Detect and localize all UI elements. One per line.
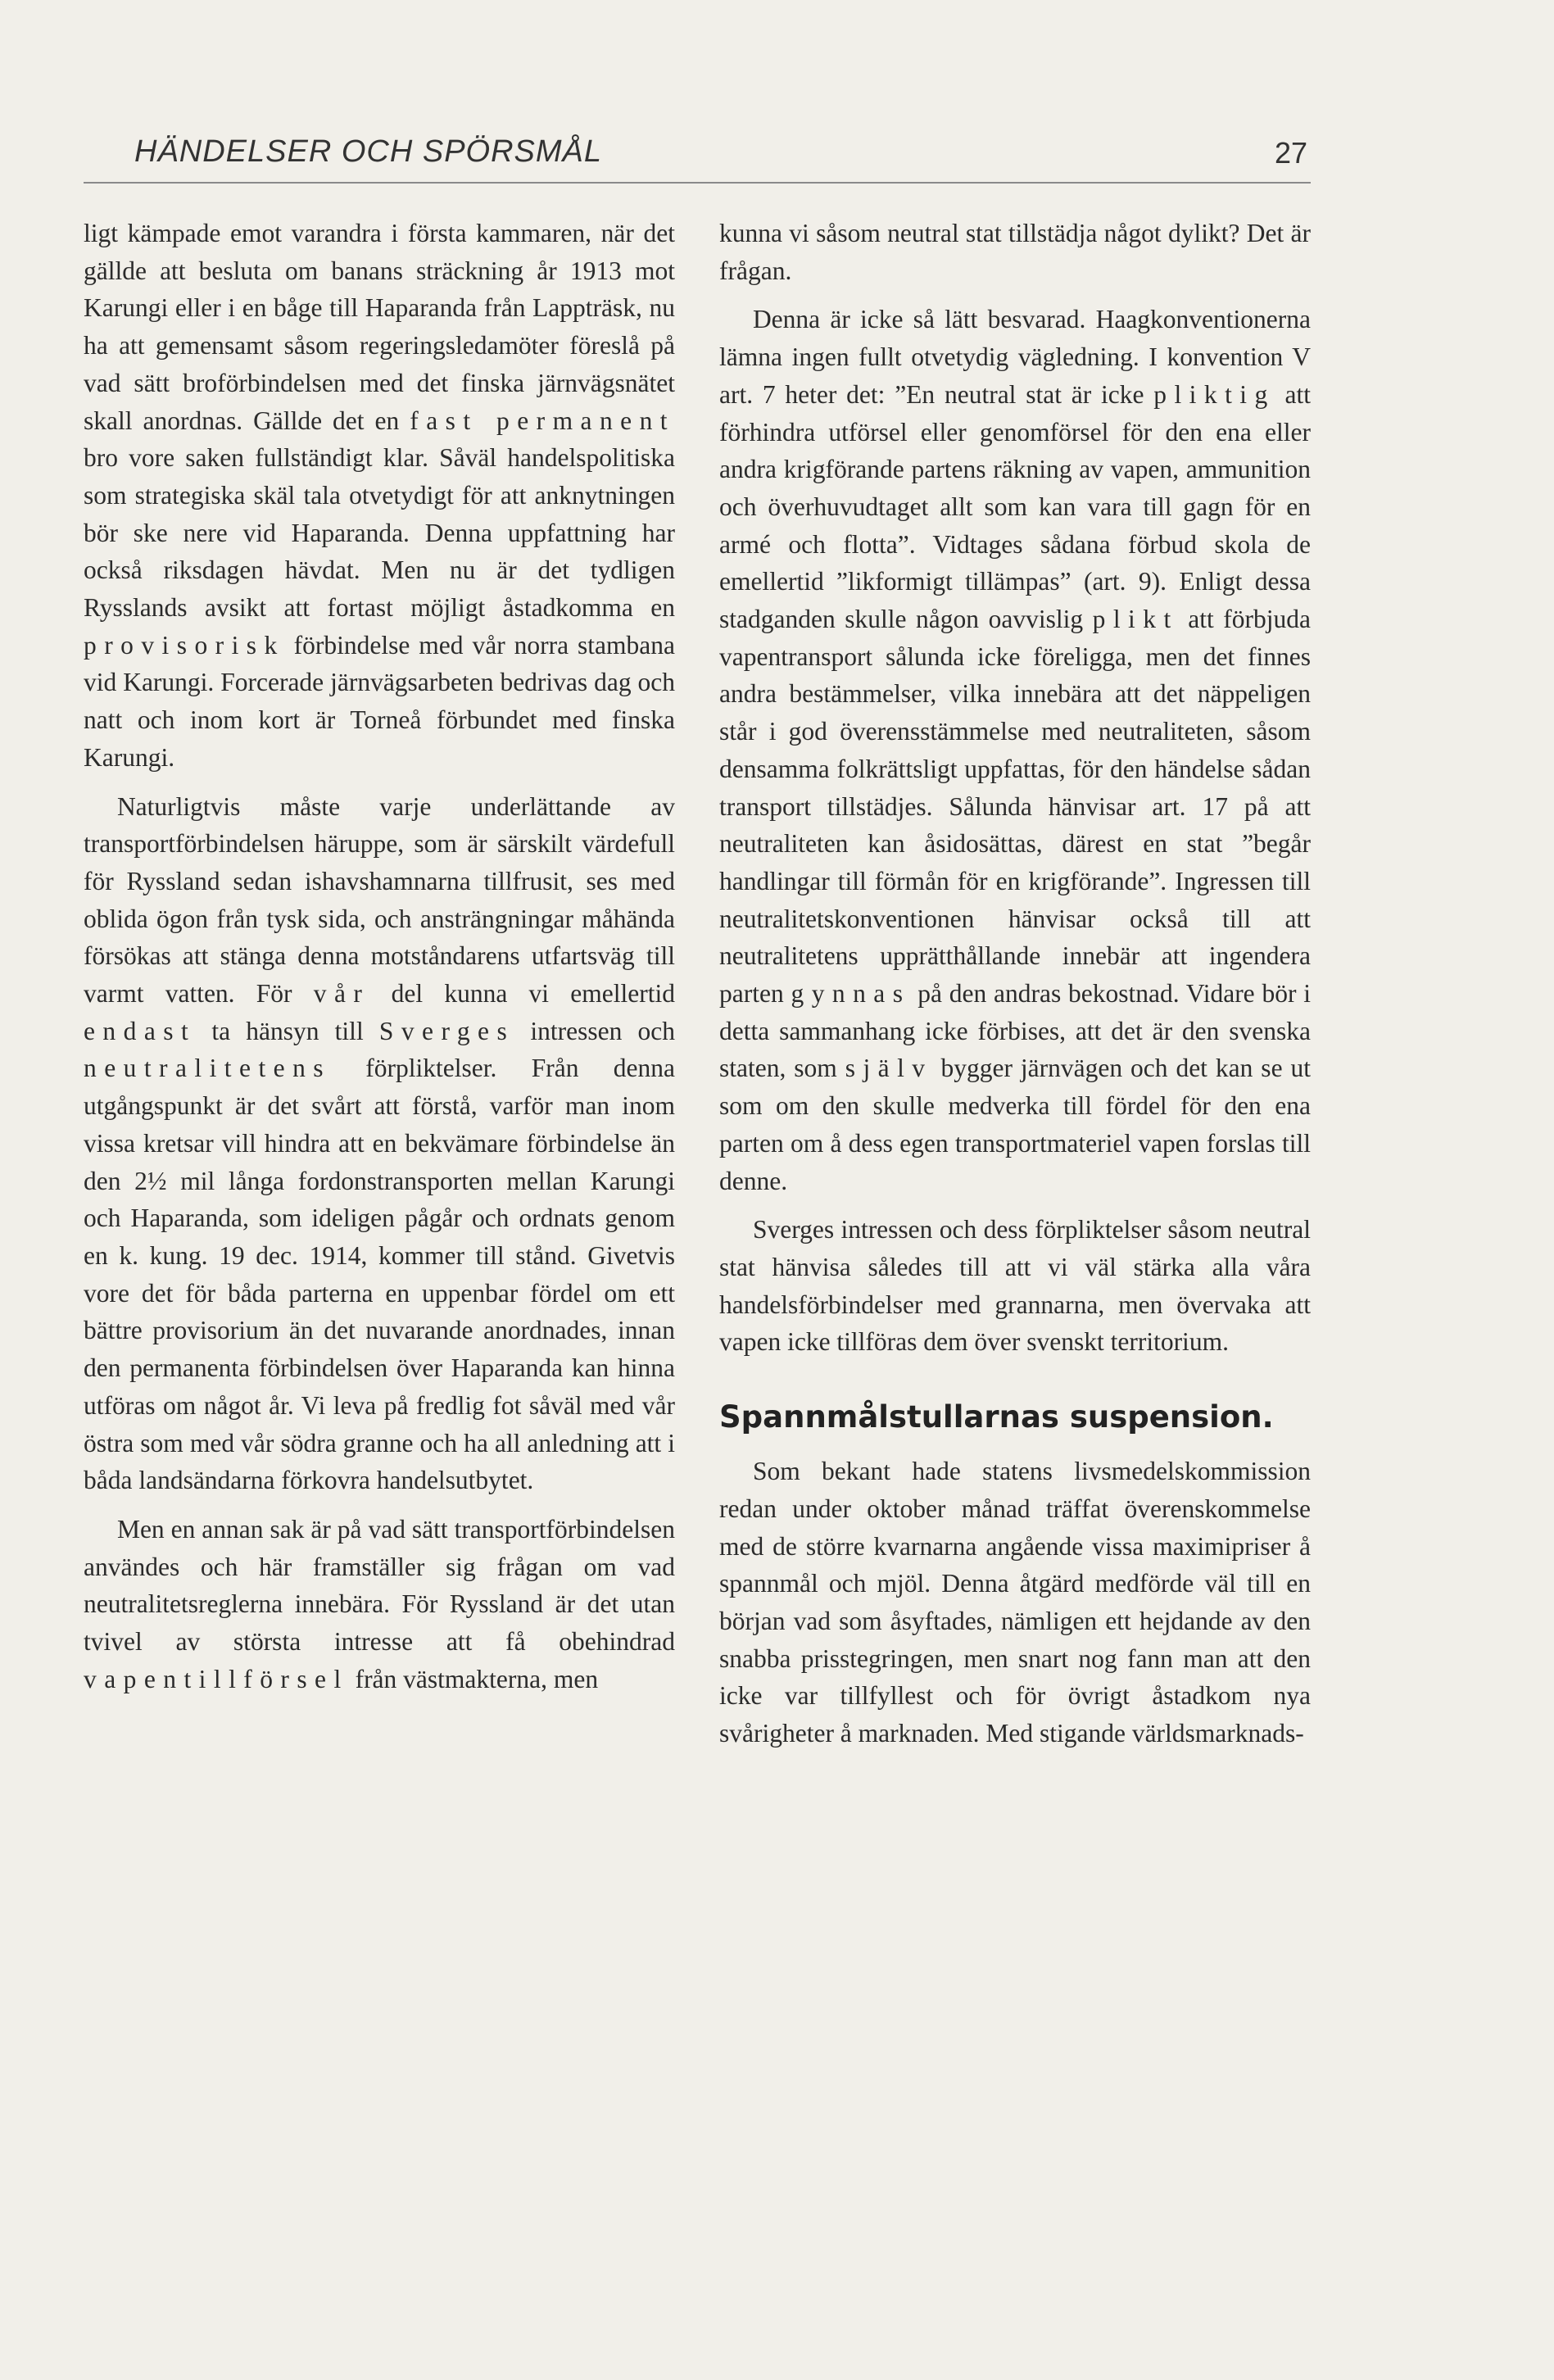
text-run: förpliktelser. Från denna utgångspunkt är det svårt att förstå, varför man inom vissa kretsar vill hindra att en bekvämare förbindelse än den 2½ mil långa fordonstransporten mellan Karungi och Haparanda, som ideligen pågår och ordnats genom en k. kung. 19 dec. 1914, kommer till stånd. Givetvis vore det för båda parterna en uppenbar fördel om ett bättre provisorium än det nuvarande anordnades, innan den permanenta förbindelsen över Haparanda kan hinna utföras om något år. Vi leva på fredlig fot såväl med vår östra som med vår södra granne och ha all anledning att i båda landsändarna förkovra handelsutbytet.: [84, 1054, 675, 1495]
text-run: Naturligtvis måste varje underlättande av transportförbindelsen häruppe, som är särskilt värdefull för Ryssland sedan ishavshamnarna tillfrusit, ses med oblida ögon från tysk sida, och ansträngningar måhända försökas att stänga denna motståndarens utfartsväg till varmt vatten. För: [84, 791, 675, 1009]
text-run: bro vore saken fullständigt klar. Såväl handelspolitiska som strategiska skäl tala otvetydigt för att anknytningen bör ske nere vid Haparanda. Denna uppfattning har också riksdagen hävdat. Men nu är det tydligen Rysslands avsikt att fortast möjligt åstadkomma en: [84, 443, 675, 623]
spaced-emphasis: plikt: [1092, 605, 1179, 634]
text-run: del kunna vi emellertid: [369, 979, 675, 1009]
text-run: bygger järnvägen och det kan se ut som om den skulle medverka till fördel för den ena parten om å dess egen transportmateriel vapen forslas till denne.: [719, 1054, 1311, 1195]
paragraph: [719, 301, 1311, 1199]
spaced-emphasis: själv: [845, 1054, 933, 1083]
spaced-emphasis: vår: [313, 979, 370, 1009]
text-run: Sverges intressen och dess förpliktelser såsom neutral stat hänvisa således till att vi väl stärka alla våra handelsförbindelser med grannarna, men övervaka att vapen icke tillföras dem över svenskt territorium.: [719, 1215, 1311, 1357]
text-run: Som bekant hade statens livsmedelskommission redan under oktober månad träffat överenskommelse med de större kvarnarna angående vissa maximipriser å spannmål och mjöl. Denna åtgärd medförde väl till en början vad som åsyftades, nämligen ett hejdande av den snabba prisstegringen, men snart nog fann man att den icke var tillfyllest och för övrigt åstadkom nya svårigheter å marknaden. Med stigande världsmarknads-: [719, 1457, 1311, 1748]
text-run: att förhindra utförsel eller genomförsel för den ena eller andra krigförande partens räkning av vapen, ammunition och överhuvudtaget allt som kan vara till gagn för en armé och flotta”. Vidtages sådana förbud skola de emellertid ”likformigt tillämpas” (art. 9). Enligt dessa stadganden skulle någon oavvislig: [719, 379, 1311, 634]
paragraph: [84, 788, 675, 1499]
text-run: förbindelse med vår norra stambana vid Karungi. Forcerade järnvägsarbeten bedrivas dag och natt och inom kort är Torneå förbundet med finska Karungi.: [84, 630, 675, 772]
text-run: att förbjuda vapentransport sålunda icke föreligga, men det finnes andra bestämmelser, vilka innebära att det näppeligen står i god överensstämmelse med neutraliteten, såsom densamma folkrättsligt uppfattas, för den händelse sådan transport tillstädjes. Sålunda hänvisar art. 17 på att neutraliteten kan åsidosättas, därest en stat ”begår handlingar till förmån för en krigförande”. Ingressen till neutralitetskonventionen hänvisar också till att neutralitetens upprätthållande innebär att ingendera parten: [719, 605, 1311, 1009]
running-head: HÄNDELSER OCH SPÖRSMÅL: [134, 134, 603, 169]
paragraph: [719, 215, 1311, 289]
text-run: på den andras bekostnad. Vidare bör i detta sammanhang icke förbises, att det är den svenska staten, som: [719, 979, 1311, 1083]
text-run: från västmakterna, men: [348, 1664, 599, 1693]
text-run: ta hänsyn till: [196, 1016, 379, 1045]
page-number: 27: [1274, 136, 1307, 170]
spaced-emphasis: fast permanent: [410, 406, 676, 435]
paragraph: [719, 1211, 1311, 1361]
spaced-emphasis: gynnas: [791, 979, 911, 1009]
text-run: ligt kämpade emot varandra i första kammaren, när det gällde att besluta om banans sträckning år 1913 mot Karungi eller i en båge till Haparanda från Lappträsk, nu ha att gemensamt såsom regeringsledamöter föreslå på vad sätt broförbindelsen med det finska järnvägsnätet skall anordnas. Gällde det en: [84, 219, 675, 435]
page-header: [84, 131, 1311, 184]
text-run: Men en annan sak är på vad sätt transportförbindelsen användes och här framställer sig frågan om vad neutralitetsreglerna innebära. För Ryssland är det utan tvivel av största intresse att få obehindrad: [84, 1514, 675, 1657]
spaced-emphasis: pliktig: [1153, 379, 1275, 409]
spaced-emphasis: provisorisk: [84, 630, 285, 660]
paragraph: [84, 1511, 675, 1698]
paragraph: [719, 1453, 1311, 1752]
spaced-emphasis: endast: [84, 1016, 197, 1045]
spaced-emphasis: neutralitetens: [84, 1054, 331, 1083]
text-run: intressen och: [514, 1016, 675, 1045]
text-run: Denna är icke så lätt besvarad. Haagkonventionerna lämna ingen fullt otvetydig vägledning. I konvention V art. 7 heter det: ”En neutral stat är icke: [719, 305, 1311, 409]
section-heading: Spannmålstullarnas suspension.: [719, 1399, 1274, 1435]
text-run: kunna vi såsom neutral stat tillstädja något dylikt? Det är frågan.: [719, 219, 1311, 285]
spaced-emphasis: Sverges: [378, 1016, 515, 1045]
spaced-emphasis: vapentillförsel: [84, 1664, 349, 1693]
left-column: [84, 215, 675, 1698]
paragraph: [84, 215, 675, 777]
right-column: [719, 215, 1311, 1752]
